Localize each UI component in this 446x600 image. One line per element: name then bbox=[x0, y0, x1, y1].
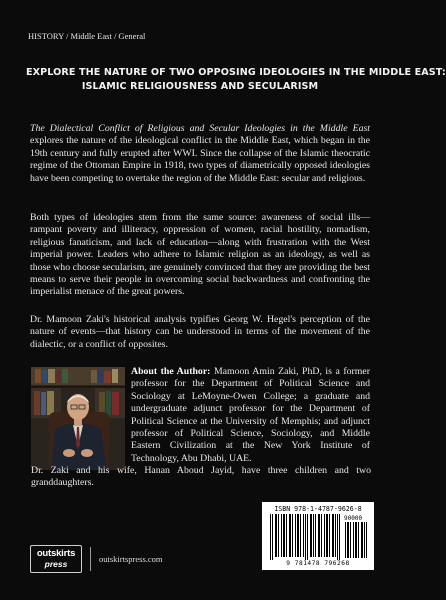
publisher-logo-line-1: outskirts bbox=[36, 548, 76, 559]
barcode-digits: 9 781478 796268 bbox=[286, 560, 350, 567]
about-author-text: Mamoon Amin Zaki, PhD, is a former professor for the Department of Political Science and Sociology at LeMoyne-Owen College; a graduate and undergraduate adjunct professor for the Department of Political Science at the University of Memphis; and adjunct professor of Political Science, Sociology, and Middle Eastern Civilization at the New York Institute of Technology, Abu Dhabi, UAE. bbox=[131, 366, 371, 464]
description-paragraph-2: Both types of ideologies stem from the same source: awareness of social ills—rampant poverty and illiteracy, oppression of women, racial hostility, nomadism, religious fanaticism, and lack of education—along with frustration with the West imperial power. Leaders who adhere to Islamic religion as an ideology, as well as those who choose secularism, are genuinely convinced that they are providing the best means to serve their people in overcoming social backwardness and confronting the imperialist menace of the great powers. bbox=[30, 212, 370, 298]
description-paragraph-3: Dr. Mamoon Zaki's historical analysis typifies Georg W. Hegel's perception of the nature of events—that history can be understood in terms of the movement of the dialectic, or a conflict of opposites. bbox=[30, 314, 370, 350]
author-photo bbox=[31, 367, 125, 470]
publisher-divider bbox=[90, 547, 91, 571]
price-code: 90000 bbox=[344, 515, 363, 522]
about-author bbox=[131, 366, 370, 465]
publisher-website: outskirtspress.com bbox=[99, 554, 163, 564]
author-photo-image bbox=[31, 367, 125, 470]
isbn-number: ISBN 978-1-4787-9626-8 bbox=[274, 505, 362, 513]
about-author-continued: Dr. Zaki and his wife, Hanan Aboud Jayid, have three children and two granddaughters. bbox=[31, 465, 371, 489]
headline-line-1: EXPLORE THE NATURE OF TWO OPPOSING IDEOLOGIES IN THE MIDDLE EAST: bbox=[26, 67, 446, 78]
headline-line-2: ISLAMIC RELIGIOUSNESS AND SECULARISM bbox=[81, 81, 319, 92]
description-paragraph-1-text: explores the nature of the ideological conflict in the Middle East, which began in the 19th century and fully erupted after WWI. Since the collapse of the Islamic theocratic regime of the Ottoman Empire in 1918, two types of diametrically opposed ideologies have been competing to overtake the region of the Middle East: secular and religious. bbox=[30, 135, 370, 184]
publisher-logo bbox=[30, 545, 82, 573]
publisher-logo-line-2: press bbox=[44, 559, 68, 569]
category-label: HISTORY / Middle East / General bbox=[28, 31, 146, 41]
isbn-barcode bbox=[262, 502, 374, 570]
book-title: The Dialectical Conflict of Religious and Secular Ideologies in the Middle East bbox=[30, 123, 370, 134]
description-paragraph-1 bbox=[30, 123, 370, 185]
about-author-heading: About the Author: bbox=[131, 366, 211, 377]
headline bbox=[26, 66, 446, 94]
publisher bbox=[30, 545, 163, 573]
